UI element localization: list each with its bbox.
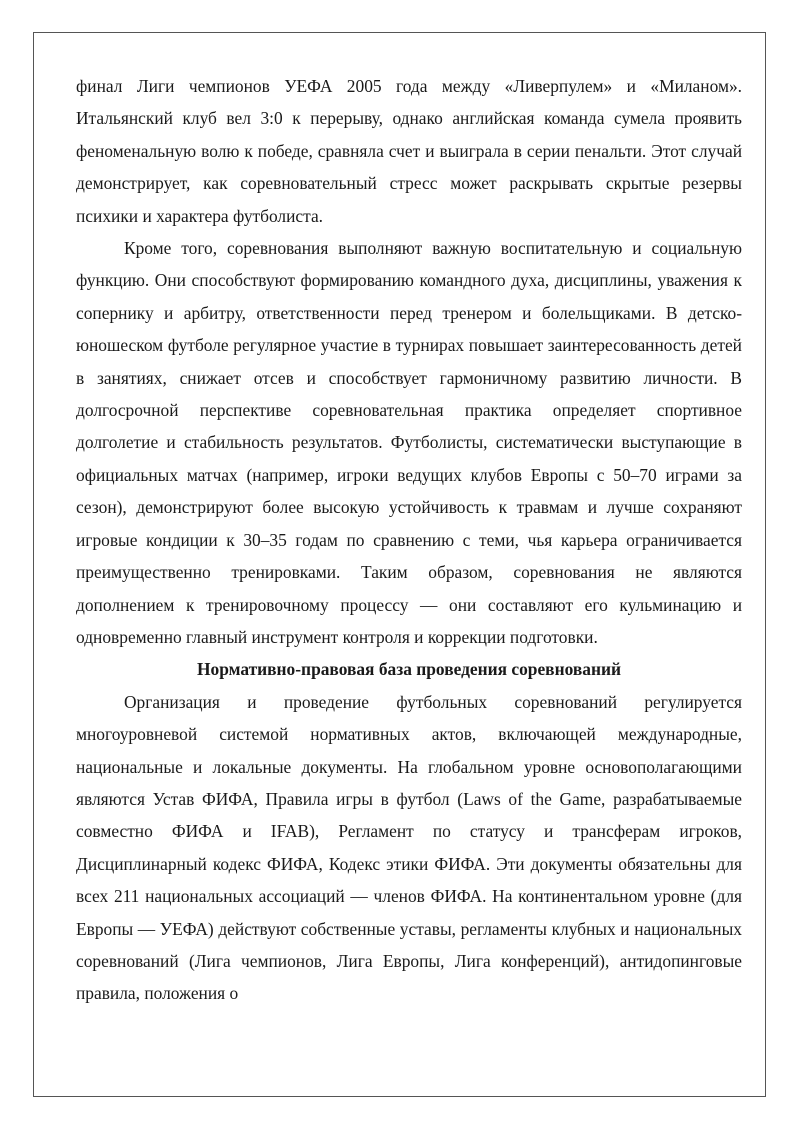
paragraph-educational-function: Кроме того, соревнования выполняют важную воспитательную и социальную функцию. Они способствуют формированию командного духа, дисциплины, уважения к сопернику и арбитру, ответственности перед тренером и болельщиками. В детско-юношеском футболе регулярное участие в турнирах повышает заинтересованность детей в занятиях, снижает отсев и способствует гармоничному развитию личности. В долгосрочной перспективе соревновательная практика определяет спортивное долголетие и стабильность результатов. Футболисты, систематически выступающие в официальных матчах (например, игроки ведущих клубов Европы с 50–70 играми за сезон), демонстрируют более высокую устойчивость к травмам и лучше сохраняют игровые кондиции к 30–35 годам по сравнению с теми, чья карьера ограничивается преимущественно тренировками. Таким образом, соревнования не являются дополнением к тренировочному процессу — они составляют его кульминацию и одновременно главный инструмент контроля и коррекции подготовки. (76, 238, 742, 647)
paragraph-legal-framework: Организация и проведение футбольных соревнований регулируется многоуровневой системой нормативных актов, включающей международные, национальные и локальные документы. На глобальном уровне основополагающими являются Устав ФИФА, Правила игры в футбол (Laws of the Game, разрабатываемые совместно ФИФА и IFAB), Регламент по статусу и трансферам игроков, Дисциплинарный кодекс ФИФА, Кодекс этики ФИФА. Эти документы обязательны для всех 211 национальных ассоциаций — членов ФИФА. На континентальном уровне (для Европы — УЕФА) действуют собственные уставы, регламенты клубных и национальных соревнований (Лига чемпионов, Лига Европы, Лига конференций), антидопинговые правила, положения о (76, 691, 742, 1004)
document-body (76, 70, 742, 1010)
section-heading: Нормативно-правовая база проведения соревнований (196, 659, 622, 680)
paragraph-final-liverpool-milan: финал Лиги чемпионов УЕФА 2005 года между «Ливерпулем» и «Миланом». Итальянский клуб вел 3:0 к перерыву, однако английская команда сумела проявить феноменальную волю к победе, сравняла счет и выиграла в серии пенальти. Этот случай демонстрирует, как соревновательный стресс может раскрывать скрытые резервы психики и характера футболиста. (76, 76, 742, 226)
